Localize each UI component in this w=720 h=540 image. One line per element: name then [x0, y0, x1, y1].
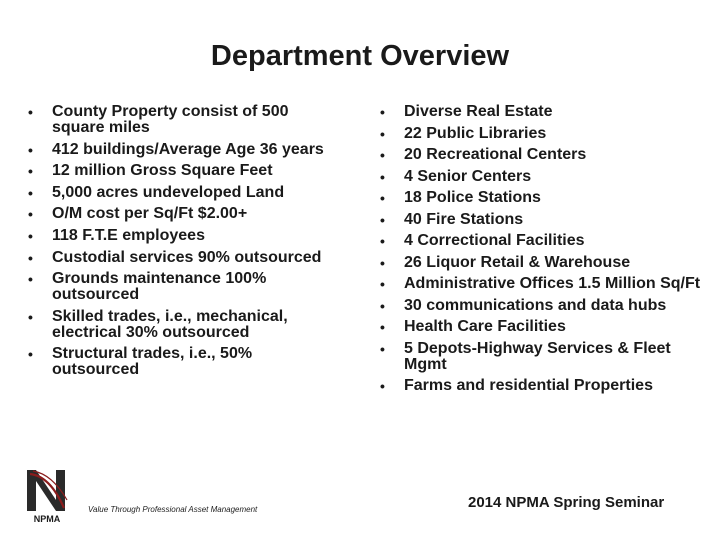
bullet-icon: • [380, 190, 385, 206]
list-item-text: County Property consist of 500 square miles [52, 103, 289, 136]
list-item-text: 4 Correctional Facilities [404, 232, 585, 249]
bullet-icon: • [28, 227, 33, 244]
bullet-icon: • [28, 249, 33, 266]
list-item [380, 341, 715, 373]
left-bullet-list [28, 104, 338, 384]
bullet-icon: • [380, 297, 385, 314]
list-item [28, 104, 338, 136]
bullet-icon: • [380, 125, 385, 142]
list-item [28, 185, 338, 201]
right-bullet-list [380, 104, 715, 400]
bullet-icon: • [28, 308, 33, 325]
list-item [380, 298, 715, 314]
list-item-text: 5 Depots-Highway Services & Fleet Mgmt [404, 339, 671, 373]
logo-text: NPMA [33, 514, 61, 524]
bullet-icon: • [28, 346, 33, 363]
list-item [28, 271, 338, 303]
list-item [28, 346, 338, 378]
list-item-text: Farms and residential Properties [404, 377, 653, 394]
bullet-icon: • [380, 147, 385, 163]
bullet-icon: • [380, 104, 385, 120]
list-item-text: Skilled trades, i.e., mechanical, electrical 30% outsourced [52, 307, 288, 341]
list-item-text: 20 Recreational Centers [404, 146, 587, 163]
bullet-icon: • [28, 163, 33, 180]
list-item [380, 276, 715, 292]
list-item-text: 4 Senior Centers [404, 167, 532, 185]
list-item [380, 319, 715, 335]
list-item [380, 147, 715, 163]
bullet-icon: • [380, 254, 385, 271]
list-item-text: 5,000 acres undeveloped Land [52, 183, 285, 201]
list-item [380, 255, 715, 271]
list-item [28, 142, 338, 158]
footer-seminar-label: 2014 NPMA Spring Seminar [468, 494, 665, 511]
list-item-text: Grounds maintenance 100% outsourced [52, 270, 267, 304]
bullet-icon: • [28, 206, 33, 223]
list-item [380, 104, 715, 120]
list-item-text: 40 Fire Stations [404, 210, 524, 228]
list-item [28, 206, 338, 222]
bullet-icon: • [380, 340, 385, 357]
bullet-icon: • [28, 104, 33, 120]
npma-logo [24, 468, 70, 524]
list-item-text: Structural trades, i.e., 50% outsourced [52, 345, 253, 379]
list-item [380, 169, 715, 185]
list-item-text: 12 million Gross Square Feet [52, 162, 273, 180]
bullet-icon: • [380, 168, 385, 185]
list-item [380, 126, 715, 142]
list-item [28, 163, 338, 179]
list-item-text: O/M cost per Sq/Ft $2.00+ [52, 205, 248, 223]
list-item-text: 22 Public Libraries [404, 124, 547, 142]
list-item-text: 30 communications and data hubs [404, 296, 667, 314]
bullet-icon: • [28, 141, 33, 158]
list-item [28, 250, 338, 266]
list-item [28, 228, 338, 244]
list-item-text: 118 F.T.E employees [52, 226, 205, 244]
list-item [380, 190, 715, 206]
list-item-text: 18 Police Stations [404, 189, 541, 206]
list-item-text: 26 Liquor Retail & Warehouse [404, 253, 631, 271]
bullet-icon: • [380, 319, 385, 335]
list-item-text: Health Care Facilities [404, 318, 566, 335]
list-item [380, 233, 715, 249]
bullet-icon: • [28, 271, 33, 288]
bullet-icon: • [380, 211, 385, 228]
footer-tagline: Value Through Professional Asset Management [88, 505, 258, 514]
bullet-icon: • [380, 276, 385, 292]
bullet-icon: • [380, 233, 385, 249]
list-item-text: Custodial services 90% outsourced [52, 248, 322, 266]
bullet-icon: • [28, 184, 33, 201]
slide-title: Department Overview [210, 40, 510, 72]
list-item [380, 378, 715, 394]
bullet-icon: • [380, 378, 385, 394]
list-item-text: Diverse Real Estate [404, 103, 553, 120]
list-item [380, 212, 715, 228]
list-item-text: Administrative Offices 1.5 Million Sq/Ft [404, 275, 701, 292]
list-item [28, 309, 338, 341]
list-item-text: 412 buildings/Average Age 36 years [52, 140, 324, 158]
